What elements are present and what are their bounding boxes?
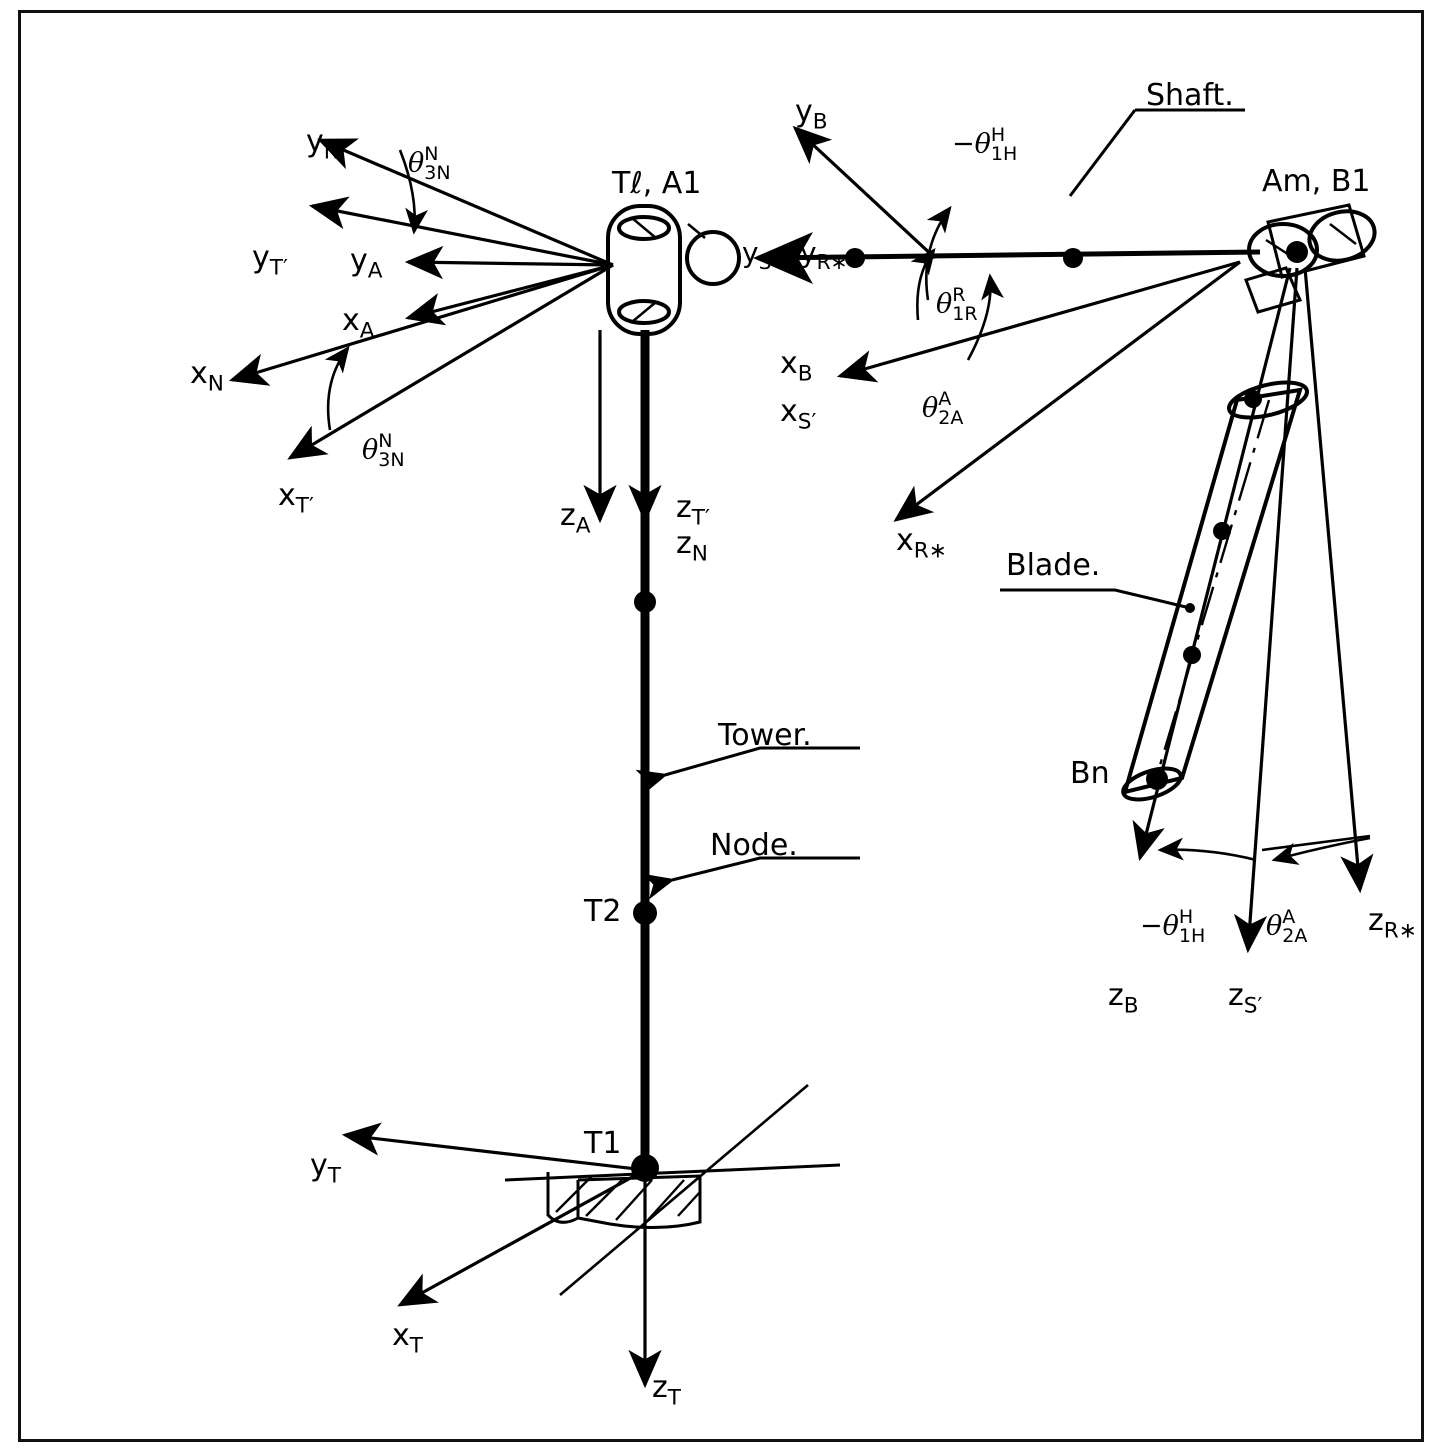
label-zA: $z_A$: [560, 498, 591, 539]
label-zTp: $z_{T'}$: [676, 490, 710, 531]
shaft-node-3: [1286, 241, 1308, 263]
callout-blade: Blade.: [1006, 548, 1101, 583]
blade-axis: [1155, 400, 1269, 782]
label-xB: $x_B$: [780, 346, 813, 387]
callout-shaft: Shaft.: [1146, 78, 1234, 113]
label-xA: $x_A$: [342, 303, 375, 344]
axis-xN: [232, 265, 613, 380]
label-xRs: $x_{R∗}$: [896, 523, 947, 564]
leader-blade: [1000, 590, 1190, 608]
label-xTp: $x_{T'}$: [278, 478, 314, 519]
label-yN: $y_N$: [306, 124, 340, 165]
callout-tower: Tower.: [718, 718, 812, 753]
label-zRs: $z_{R∗}$: [1368, 903, 1417, 944]
label-nacelle-node: Tℓ, A1: [612, 166, 702, 201]
angle-label-1H-top: −θ H 1H: [952, 124, 1018, 165]
callout-node: Node.: [710, 828, 798, 863]
label-zN: $z_N$: [676, 526, 708, 567]
callout-leaders: [665, 110, 1245, 880]
nacelle-axes: [232, 140, 645, 520]
label-blade-tip-node: Bn: [1070, 756, 1110, 791]
angle-label-1H-bottom: −θ H 1H: [1140, 906, 1206, 947]
nacelle-group: [608, 206, 739, 334]
hub-group: [1246, 205, 1380, 312]
label-hub-node: Am, B1: [1262, 164, 1371, 199]
angle-label-1R: θ R 1R: [936, 284, 978, 325]
leader-shaft: [1070, 110, 1135, 196]
label-xT: $x_T$: [392, 1318, 423, 1359]
label-ySp: $y_{S'}$: [742, 236, 776, 275]
axis-yA: [408, 262, 613, 265]
label-tower-node-2: T2: [584, 894, 622, 929]
label-zSp: $z_{S'}$: [1228, 978, 1263, 1019]
axis-zB: [1140, 268, 1290, 858]
angle-label-3N-top: θ N 3N: [408, 143, 451, 184]
angle-label-2A-bottom: θ A 2A: [1266, 906, 1308, 947]
angle-arc-1H-bottom: [1160, 850, 1256, 860]
axis-xB: [840, 262, 1240, 376]
label-yA: $y_A$: [350, 243, 383, 284]
shaft-node-2: [1063, 248, 1083, 268]
shaft-node-1: [845, 248, 865, 268]
ground-diagonal: [560, 1085, 808, 1295]
blade-group: [1119, 376, 1310, 806]
angle-label-3N-bottom: θ N 3N: [362, 430, 405, 471]
label-xN: $x_N$: [190, 356, 224, 397]
label-tower-node-1: T1: [584, 1126, 622, 1161]
ground-group: [505, 1085, 840, 1295]
label-zB: $z_B$: [1108, 978, 1139, 1019]
tower-node-t2: [633, 901, 657, 925]
axis-xT: [400, 1170, 645, 1305]
label-zT: $z_T$: [652, 1370, 681, 1411]
label-yT: $y_T$: [310, 1148, 341, 1189]
hub-small-circle: [687, 232, 739, 284]
label-yRs: $y_{R∗}$: [800, 236, 848, 275]
label-yTp: $y_{T'}$: [252, 240, 288, 281]
axis-zRs: [1305, 268, 1360, 890]
label-xSp: $x_{S'}$: [780, 394, 817, 435]
tower-mid-node: [634, 591, 656, 613]
label-yB: $y_B$: [795, 94, 828, 135]
angle-label-2A-top: θ A 2A: [922, 388, 964, 429]
angle-arc-3N-bottom: [328, 348, 348, 430]
